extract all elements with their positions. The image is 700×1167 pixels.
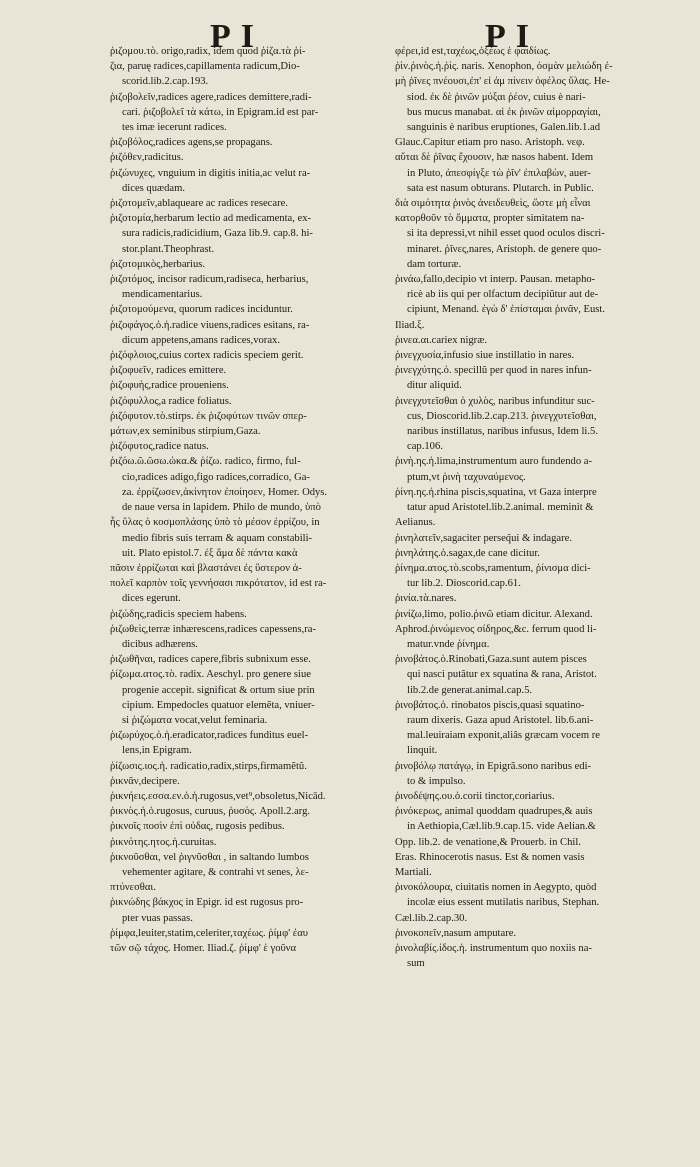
entry-line: κατορθοῦν τὸ ὄμματα, propter simitatem na-	[395, 213, 585, 225]
entry-line: ῥινεγχυτεῖσθαι ὁ χυλὸς, naribus infunditur suc-	[395, 395, 595, 407]
entry-line: ῥινὴ.ης.ἡ.lima,instrumentum auro fundendo a-	[395, 456, 593, 468]
entry-line: tes imæ iecerunt radices.	[122, 122, 227, 134]
entry-line: ῥιζοφυεῖν, radices emittere.	[110, 365, 227, 377]
entry-line: ῥιζόφυλλος,a radice foliatus.	[110, 395, 232, 407]
entry-line: ῥικνήεις.εσσα.εν.ὁ.ἡ.rugosus,vet⁹,obsoletus,Nicād.	[110, 790, 326, 802]
entry-line: Aelianus.	[395, 517, 436, 529]
entry-line: ῥίζωμα.ατος.τὸ. radix. Aeschyl. pro genere siue	[110, 669, 311, 681]
entry-line: ῥιζοβολεῖν,radices agere,radices demittere,radi-	[110, 91, 312, 103]
entry-line: ῥιζωθῆναι, radices capere,fibris subnixum esse.	[110, 654, 311, 666]
entry-line: ῥιζοφυὴς,radice proueniens.	[110, 380, 229, 392]
entry-line: ῥινοβάτος.ὁ.Rinobati,Gaza.sunt autem pisces	[395, 654, 587, 666]
entry-line: linquit.	[407, 745, 438, 757]
running-head-right: PI	[485, 18, 539, 55]
entry-line: ῥικνᾶν,decipere.	[110, 775, 180, 787]
entry-line: ῥιζοτομία,herbarum lectio ad medicamenta, ex-	[110, 213, 312, 225]
entry-line: ῥιζομου.τὸ. origo,radix, idem quod ῥίζα.τὰ ῥί-	[110, 46, 306, 57]
entry-line: ῥινοβόλῳ πατάγῳ, in Epigrã.sono naribus edi-	[395, 760, 592, 772]
entry-line: αὕται δὲ ῥῖνας ἔχουσιν, hæ nasos habent. Idem	[395, 152, 594, 164]
entry-line: uit. Plato epistol.7. ἐξ ἅμα δὲ πάντα κακὰ	[122, 547, 298, 559]
entry-line: πτύνεσθαι.	[110, 882, 156, 894]
entry-line: ῥινοδέψης.ου.ὁ.corii tinctor,coriarius.	[395, 790, 555, 802]
entry-line: ῥιζόθεν,radicitus.	[110, 152, 184, 164]
entry-line: ῥιζοβόλος,radices agens,se propagans.	[110, 137, 273, 149]
entry-line: vehementer agitare, & contrahi vt senes, λε-	[122, 866, 309, 878]
entry-line: de naue versa in lapidem. Philo de mundo, ὑπὸ	[122, 502, 321, 514]
entry-line: mal.leuiraiam exponit,aliâs græcam vocem re	[407, 730, 600, 742]
entry-line: cap.106.	[407, 441, 443, 453]
entry-line: ptum,vt ῥινὴ ταχυναύμενος.	[407, 471, 526, 483]
entry-line: to & impulso.	[407, 775, 466, 787]
entry-line: sum	[407, 958, 425, 970]
entry-line: minaret. ῥῖνες,nares, Aristoph. de genere quo-	[407, 243, 602, 255]
entry-line: ῥιζοφάγος.ὁ.ἡ.radice viuens,radices esitans, ra-	[110, 319, 310, 331]
entry-line: πολεῖ καρπὸν τοῖς γεννήσασι πικρότατον, id est ra-	[110, 578, 327, 590]
entry-line: ῥινηλατεῖν,sagaciter perseq̃ui & indagare.	[395, 532, 572, 544]
entry-line: tatur apud Aristotel.lib.2.animal. meminit &	[407, 502, 594, 514]
entry-line: ῥικνότης.ητος.ἡ.curuitas.	[110, 836, 217, 848]
entry-line: φέρει,id est,ταχέως,ὀξέως ἑ φαιδίως.	[395, 46, 551, 57]
entry-line: lens,in Epigram.	[122, 745, 192, 757]
entry-line: ῥινεγχύτης.ὁ. specillũ per quod in nares infun-	[395, 365, 592, 377]
entry-line: in Aethiopia,Cæl.lib.9.cap.15. vide Aelian.&	[407, 821, 596, 833]
entry-line: tur lib.2. Dioscorid.cap.61.	[407, 578, 521, 590]
entry-line: ῥινία.τὰ.nares.	[395, 593, 457, 605]
entry-line: ῥίμφα,leuiter,statim,celeriter,ταχέως. ῥίμφ' ἐαυ	[110, 927, 309, 939]
entry-line: bus mucus manabat. αἱ ἐκ ῥινῶν αἱμορραγίαι,	[407, 106, 601, 118]
entry-line: ῥινόκερως, animal quoddam quadrupes,& auis	[395, 806, 593, 818]
entry-line: ῥιζοτομικὸς,herbarius.	[110, 258, 206, 270]
entry-line: Martiali.	[395, 866, 432, 878]
entry-line: Cæl.lib.2.cap.30.	[395, 912, 468, 924]
entry-line: μὴ ῥῖνες πνέουσι,ἐπ' εἰ ἀμ πίνειν ὀφέλος ὕλας. He-	[395, 76, 610, 88]
entry-line: lib.2.de generat.animal.cap.5.	[407, 684, 533, 696]
entry-line: ῥιζοτόμος, incisor radicum,radiseca, herbarius,	[110, 274, 309, 286]
entry-line: ῥικνὸς.ἡ.ὁ.rugosus, curuus, ῥυσὸς. Apoll.2.arg.	[110, 806, 311, 818]
entry-line: τῶν σῷ τάχος. Homer. Iliad.ζ. ῥίμφ' ἑ γοῦνα	[110, 942, 297, 954]
entry-line: Glauc.Capitur etiam pro naso. Aristoph. νεφ.	[395, 137, 585, 149]
entry-line: siod. ἐκ δὲ ῥινῶν μύξαι ῥέον, cuius è nari-	[407, 91, 586, 103]
entry-line: ῥικνοῖς ποσὶν ἐπὶ οὐδας, rugosis pedibus.	[110, 821, 285, 833]
entry-line: dices quædam.	[122, 182, 185, 194]
entry-line: dam torturæ.	[407, 258, 462, 270]
entry-line: sanguinis è naribus eruptiones, Galen.lib.1.ad	[407, 122, 600, 134]
entry-line: ῥινοκόλουρα, ciuitatis nomen in Aegypto, quòd	[395, 882, 597, 894]
entry-line: medio fibris suis terram & aquam constabili-	[122, 532, 313, 544]
entry-line: si ita depressi,vt nihil esset quod oculos discri-	[407, 228, 605, 240]
entry-line: sura radicis,radicidium, Gaza lib.9. cap.8. hi-	[122, 228, 313, 240]
entry-line: ῥινίζω,limo, polio.ῥινῶ etiam dicitur. Alexand.	[395, 608, 593, 620]
entry-line: μάτων,ex seminibus stirpium,Gaza.	[110, 426, 261, 438]
entry-line: cipiunt, Menand. ἐγὼ δ' ἐπίσταμαι ῥινᾶν, Eust.	[407, 304, 605, 316]
entry-line: ῥιζόφυτον.τὸ.stirps. ἐκ ῥιζοφύτων τινῶν σπερ-	[110, 410, 307, 422]
entry-line: stor.plant.Theophrast.	[122, 243, 215, 255]
entry-line: ῥίνημα.ατος.τὸ.scobs,ramentum, ῥίνισμα dici-	[395, 562, 591, 574]
entry-line: incolæ eius essent mutilatis naribus, Stephan.	[407, 897, 600, 909]
entry-line: dicum appetens,amans radices,vorax.	[122, 334, 280, 346]
entry-line: ῥὶν.ῥινὸς.ἡ.ῥὶς. naris. Xenophon, ὀσμὰν μελιώδη ἐ-	[395, 61, 613, 73]
entry-line: za. ἐρρίζωσεν,ἀκίνητον ἐποίησεν, Homer. Odys.	[122, 486, 328, 498]
entry-line: in Pluto, ἀπεσφίγξε τὼ ῥῖν' ἐπιλαβὼν, auer-	[407, 167, 591, 179]
entry-line: cio,radices adigo,figo radices,corradico, Ga-	[122, 471, 310, 483]
running-head-left: PI	[210, 18, 264, 55]
entry-line: Iliad.ξ.	[395, 319, 425, 331]
entry-line: ῥιζωθεὶς,terræ inhærescens,radices capessens,ra-	[110, 623, 316, 635]
entry-line: ῥινοκοπεῖν,nasum amputare.	[395, 927, 517, 939]
entry-line: ῥινοβάτος.ὁ. rinobatos piscis,quasi squatino-	[395, 699, 585, 711]
entry-line: ῥινάω,fallo,decipio vt interp. Pausan. metapho-	[395, 274, 596, 286]
entry-line: ditur aliquid.	[407, 380, 462, 392]
entry-line: Aphrod.ῥινώμενος σίδηρος,&c. ferrum quod li-	[395, 623, 597, 635]
entry-line: si ῥιζώματα vocat,velut feminaria.	[122, 714, 268, 726]
entry-line: ῥίνη.ης.ἡ.rhina piscis,squatina, vt Gaza interpre	[395, 486, 597, 498]
entry-line: Eras. Rhinocerotis nasus. Est & nomen vasis	[395, 851, 585, 863]
entry-line: scorid.lib.2.cap.193.	[122, 76, 209, 88]
entry-line: cus, Dioscorid.lib.2.cap.213. ῥινεγχυτεῖσθαι,	[407, 410, 597, 422]
entry-line: ῥιζώνυχες, vnguium in digitis initia,ac velut ra-	[110, 167, 311, 179]
entry-line: sata est nasum obturans. Plutarch. in Public.	[407, 182, 594, 194]
entry-line: διὰ σιμότητα ῥινὸς ἀνειδευθεὶς, ὥστε μὴ εἶναι	[395, 198, 591, 210]
entry-line: ῥιζόφλοιος,cuius cortex radicis speciem gerit.	[110, 350, 304, 362]
entry-line: dices egerunt.	[122, 593, 181, 605]
entry-line: cari. ῥιζοβολεῖ τὰ κάτω, in Epigram.id est par-	[122, 106, 319, 118]
entry-line: ῥινολαβίς.ίδος.ἡ. instrumentum quo noxiis na-	[395, 942, 592, 954]
right-column	[395, 44, 653, 971]
entry-line: mendicamentarius.	[122, 289, 203, 301]
entry-line: pter vuas passas.	[122, 912, 193, 924]
entry-line: ζια, paruę radices,capillamenta radicum,Dio-	[110, 61, 300, 73]
entry-line: ricè ab iis qui per olfactum decipiũtur aut de-	[407, 289, 599, 301]
entry-line: ῥιζόω.ῶ.ῶσω.ὡκα.& ῥίζω. radico, firmo, ful-	[110, 456, 301, 468]
entry-line: raum dixeris. Gaza apud Aristotel. lib.6.ani-	[407, 714, 594, 726]
entry-line: ῥικνοῦσθαι, vel ῥιγνῦσθαι , in saltando lumbos	[110, 851, 309, 863]
entry-line: progenie accepit. significat & ortum siue prin	[122, 684, 315, 696]
entry-line: ῥίζωσις.ιος.ἡ. radicatio,radix,stirps,firmamẽtũ.	[110, 760, 307, 772]
entry-line: ῥιζωρύχος.ὁ.ἡ.eradicator,radices funditus euel-	[110, 730, 309, 742]
entry-line: πᾶσιν ἐρρίζωται καὶ βλαστάνει ἐς ὕστερον ἀ-	[110, 562, 302, 574]
entry-line: ῥινεα.αι.cariex nigræ.	[395, 334, 487, 346]
entry-line: naribus instillatus, naribus infusus, Idem li.5.	[407, 426, 598, 438]
entry-line: ῥινεγχυσία,infusio siue instillatio in nares.	[395, 350, 575, 362]
entry-line: ῥικνώδης βάκχος in Epigr. id est rugosus pro-	[110, 897, 304, 909]
entry-line: matur.vnde ῥίνημα.	[407, 638, 490, 650]
entry-line: cipium. Empedocles quatuor elemẽta, vniuer-	[122, 699, 315, 711]
entry-line: ῥιζώδης,radicis speciem habens.	[110, 608, 247, 620]
entry-line: ἦς ὕλας ὁ κοσμοπλάσης ὑπὸ τὸ μέσον ἐρρίζου, in	[110, 517, 320, 529]
entry-line: Opp. lib.2. de venatione,& Prouerb. in Chil.	[395, 836, 581, 848]
left-column	[110, 44, 368, 956]
entry-line: ῥιζοτομούμενα, quorum radices inciduntur.	[110, 304, 293, 316]
entry-line: ῥιζόφυτος,radice natus.	[110, 441, 209, 453]
entry-line: ῥινηλάτης.ὁ.sagax,de cane dicitur.	[395, 547, 540, 559]
entry-line: ῥιζοτομεῖν,ablaqueare ac radices resecare.	[110, 198, 288, 210]
entry-line: qui nasci putãtur ex squatina & rana, Aristot.	[407, 669, 597, 681]
entry-line: dicibus adhærens.	[122, 638, 198, 650]
